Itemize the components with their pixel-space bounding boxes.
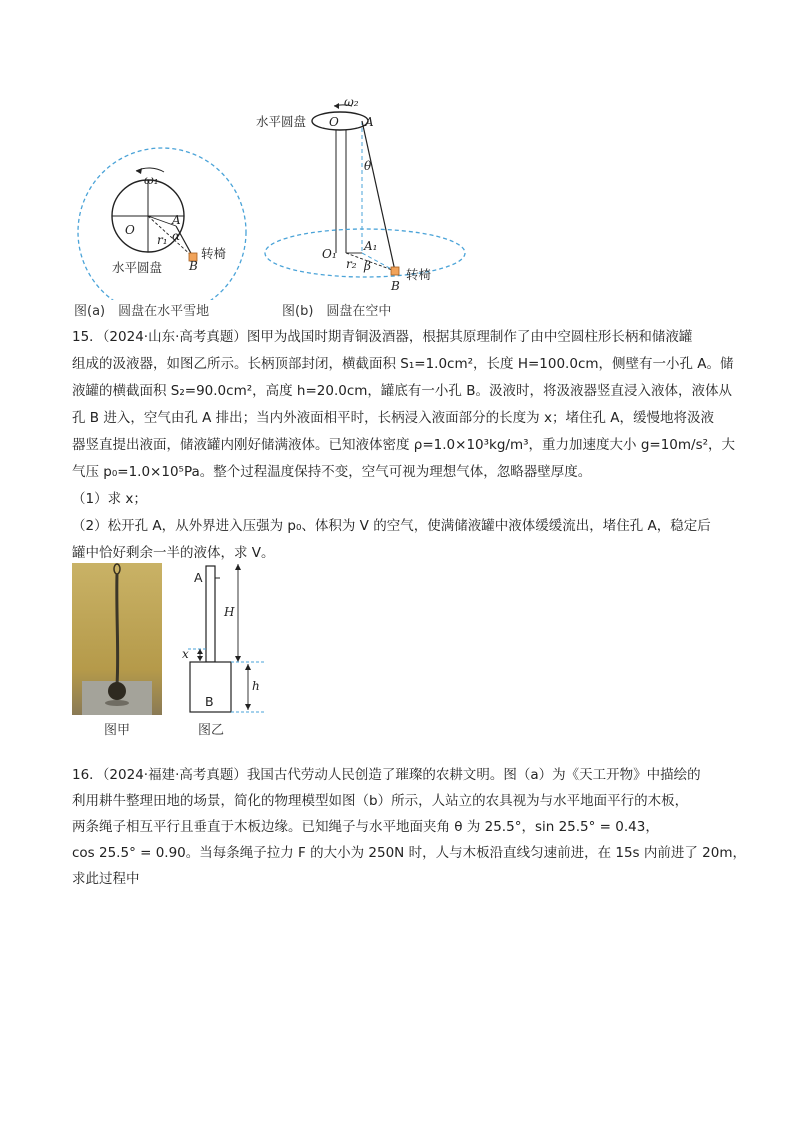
figure-b-beta-label: β <box>364 259 371 273</box>
question-16 <box>72 762 746 892</box>
figure-a-caption: 图(a) 圆盘在水平雪地 <box>74 304 210 319</box>
q15-line: 气压 p₀=1.0×10⁵Pa。整个过程温度保持不变，空气可视为理想气体，忽略器壁厚度。 <box>72 464 592 480</box>
fig-yi-h-label: H <box>224 605 235 619</box>
figure-b-a1-label: A₁ <box>364 239 378 253</box>
fig-yi-hh-label: h <box>252 679 260 693</box>
fig-yi-a-label: A <box>194 570 203 585</box>
fig-yi-b-label: B <box>205 694 214 709</box>
figure-b-a-label: A <box>365 115 374 129</box>
q16-line: 16．（2024·福建·高考真题）我国古代劳动人民创造了璀璨的农耕文明。图（a）为《天工开物》中描绘的 <box>72 767 701 783</box>
q15-line: 器竖直提出液面，储液罐内刚好储满液体。已知液体密度 ρ=1.0×10³kg/m³，重力加速度大小 g=10m/s²，大 <box>72 437 736 453</box>
q15-sub2-line: （2）松开孔 A，从外界进入压强为 p₀、体积为 V 的空气，使满储液罐中液体缓缓流出，堵住孔 A，稳定后 <box>72 518 711 534</box>
figure-b-chair-label: 转椅 <box>406 267 432 282</box>
figure-b-chair <box>391 267 399 275</box>
dipper-schematic <box>180 560 270 718</box>
figure-b-b-label: B <box>391 279 400 293</box>
figure-a-r-label: r₁ <box>157 233 168 247</box>
figure-a-a-label: A <box>172 213 181 227</box>
fig-jia-caption: 图甲 <box>104 723 131 738</box>
figure-a-b-label: B <box>189 259 198 273</box>
q15-sub1: （1）求 x； <box>72 491 147 507</box>
q15-line: 孔 B 进入，空气由孔 A 排出；当内外液面相平时，长柄浸入液面部分的长度为 x；堵住孔 A，缓慢地将汲液 <box>72 410 714 426</box>
q16-line: cos 25.5° = 0.90。当每条绳子拉力 F 的大小为 250N 时，人与木板沿直线匀速前进，在 15s 内前进了 20m， <box>72 845 746 861</box>
figure-b-disk-label: 水平圆盘 <box>256 114 307 129</box>
figure-a-o-label: O <box>125 223 135 237</box>
figure-b-caption: 图(b) 圆盘在空中 <box>282 304 392 319</box>
q15-line: 15．（2024·山东·高考真题）图甲为战国时期青铜汲酒器，根据其原理制作了由中空圆柱形长柄和储液罐 <box>72 329 693 345</box>
q15-sub2-line: 罐中恰好剩余一半的液体，求 V。 <box>72 545 275 561</box>
figure-b-omega-arrow <box>334 103 339 109</box>
figure-a <box>78 148 246 300</box>
figure-a-omega-arrow <box>136 168 142 174</box>
q15-line: 液罐的横截面积 S₂=90.0cm²，高度 h=20.0cm，罐底有一小孔 B。汲液时，将汲液器竖直浸入液体，液体从 <box>72 383 732 399</box>
bronze-dipper-photo <box>72 563 162 715</box>
figure-b-r2-label: r₂ <box>346 257 357 271</box>
figure-a-disk-label: 水平圆盘 <box>112 260 163 275</box>
figure-a-alpha-label: α <box>172 229 181 243</box>
figure-a-chair-label: 转椅 <box>201 246 227 261</box>
q16-line: 利用耕牛整理田地的场景，简化的物理模型如图（b）所示，人站立的农具视为与水平地面平行的木板， <box>72 793 689 809</box>
figure-a-omega-label: ω₁ <box>144 173 159 187</box>
fig-yi-x-label: x <box>182 647 189 661</box>
q16-line: 求此过程中 <box>72 871 140 887</box>
figure-b-theta-label: θ <box>364 159 372 173</box>
question-15 <box>72 324 736 567</box>
q15-line: 组成的汲液器，如图乙所示。长柄顶部封闭，横截面积 S₁=1.0cm²，长度 H=100.0cm，侧壁有一小孔 A。储 <box>72 356 734 372</box>
figure-b-o-label: O <box>329 115 339 129</box>
q16-line: 两条绳子相互平行且垂直于木板边缘。已知绳子与水平地面夹角 θ 为 25.5°，sin 25.5° = 0.43， <box>72 819 659 835</box>
figure-b-disk <box>312 112 368 130</box>
circular-motion-figures <box>0 0 800 300</box>
fig-yi-caption: 图乙 <box>198 723 225 738</box>
figure-b-omega-label: ω₂ <box>344 95 359 109</box>
figure-b-o1-label: O₁ <box>322 247 337 261</box>
figure-b <box>256 95 465 293</box>
